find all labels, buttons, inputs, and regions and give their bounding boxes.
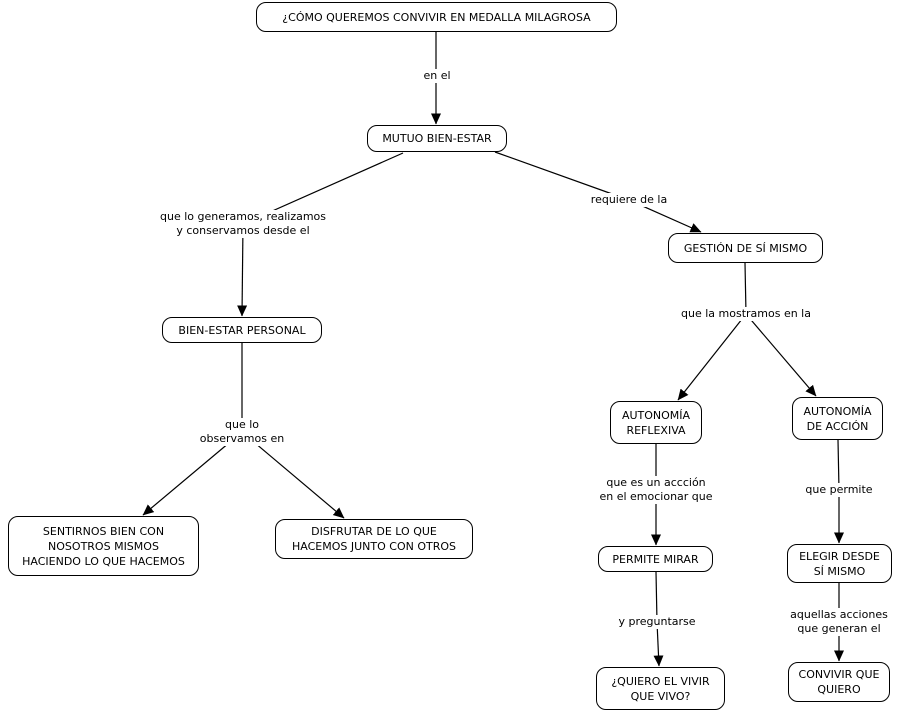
concept-node-text: ELEGIR DESDE — [799, 549, 880, 563]
link-label-en-el[interactable] — [420, 69, 453, 83]
link-label-preguntarse[interactable] — [615, 615, 698, 629]
concept-node-text: AUTONOMÍA — [621, 408, 691, 422]
concept-node-text: QUE VIVO? — [630, 689, 691, 703]
concept-node-text: BIEN-ESTAR PERSONAL — [178, 323, 306, 337]
edge-label-mostramos-to-autonomia-de-accion — [746, 314, 816, 396]
concept-node-text: PERMITE MIRAR — [612, 552, 699, 566]
concept-node-text: DISFRUTAR DE LO QUE — [311, 525, 437, 538]
link-label-text: y preguntarse — [618, 615, 696, 628]
link-label-text: en el — [423, 69, 451, 82]
link-label-generamos[interactable] — [157, 210, 329, 238]
concept-node-text: DE ACCIÓN — [806, 419, 869, 433]
link-label-aquellas[interactable] — [787, 608, 891, 636]
link-label-text: observamos en — [199, 432, 285, 445]
concept-node-elegir-desde-si[interactable] — [787, 544, 892, 583]
link-label-que-permite[interactable] — [802, 483, 875, 497]
link-label-text: que generan el — [797, 622, 881, 635]
link-label-text: en el emocionar que — [599, 490, 713, 503]
concept-node-text: HACEMOS JUNTO CON OTROS — [292, 540, 456, 553]
concept-node-text: CONVIVIR QUE — [798, 668, 880, 681]
concept-node-text: QUIERO — [817, 683, 861, 696]
concept-node-convivir-que-quiero[interactable] — [788, 662, 890, 702]
concept-node-text: ¿QUIERO EL VIVIR — [611, 674, 710, 688]
link-label-text: y conservamos desde el — [176, 224, 310, 237]
concept-node-autonomia-reflexiva[interactable] — [610, 401, 702, 444]
concept-node-root[interactable] — [256, 2, 617, 32]
concept-node-text: REFLEXIVA — [626, 423, 686, 437]
concept-node-bien-estar-personal[interactable] — [162, 317, 322, 343]
concept-node-text: MUTUO BIEN-ESTAR — [382, 132, 492, 145]
link-label-requiere[interactable] — [588, 193, 670, 207]
link-label-text: que lo generamos, realizamos — [159, 210, 327, 223]
concept-node-autonomia-de-accion[interactable] — [792, 397, 883, 440]
concept-node-text: AUTONOMÍA — [803, 404, 872, 418]
concept-node-text: ¿CÓMO QUEREMOS CONVIVIR EN MEDALLA MILAGROSA — [282, 10, 591, 24]
link-label-text: que permite — [805, 483, 873, 496]
concept-node-sentirnos-bien[interactable] — [8, 516, 199, 576]
link-label-text: que la mostramos en la — [681, 307, 811, 320]
link-label-text: que lo — [224, 418, 259, 431]
concept-node-quiero-el-vivir[interactable] — [596, 667, 725, 710]
concept-node-mutuo-bien-estar[interactable] — [367, 125, 507, 152]
link-label-text: que es un accción — [606, 476, 706, 489]
concept-node-text: GESTIÓN DE SÍ MISMO — [683, 241, 808, 255]
link-label-text: requiere de la — [590, 193, 668, 206]
link-label-emocionar[interactable] — [596, 476, 715, 504]
edge-label-mostramos-to-autonomia-reflexiva — [678, 314, 746, 400]
concept-node-text: HACIENDO LO QUE HACEMOS — [22, 554, 185, 568]
concept-node-text: SÍ MISMO — [813, 564, 866, 578]
link-label-observamos[interactable] — [197, 418, 287, 446]
concept-node-permite-mirar[interactable] — [598, 546, 713, 572]
concept-node-disfrutar[interactable] — [275, 519, 473, 559]
link-label-mostramos[interactable] — [678, 307, 814, 321]
link-label-text: aquellas acciones — [790, 608, 888, 621]
concept-node-gestion-de-si-mismo[interactable] — [668, 233, 823, 263]
concept-node-text: NOSOTROS MISMOS — [48, 539, 159, 553]
concept-node-text: SENTIRNOS BIEN CON — [42, 524, 165, 538]
